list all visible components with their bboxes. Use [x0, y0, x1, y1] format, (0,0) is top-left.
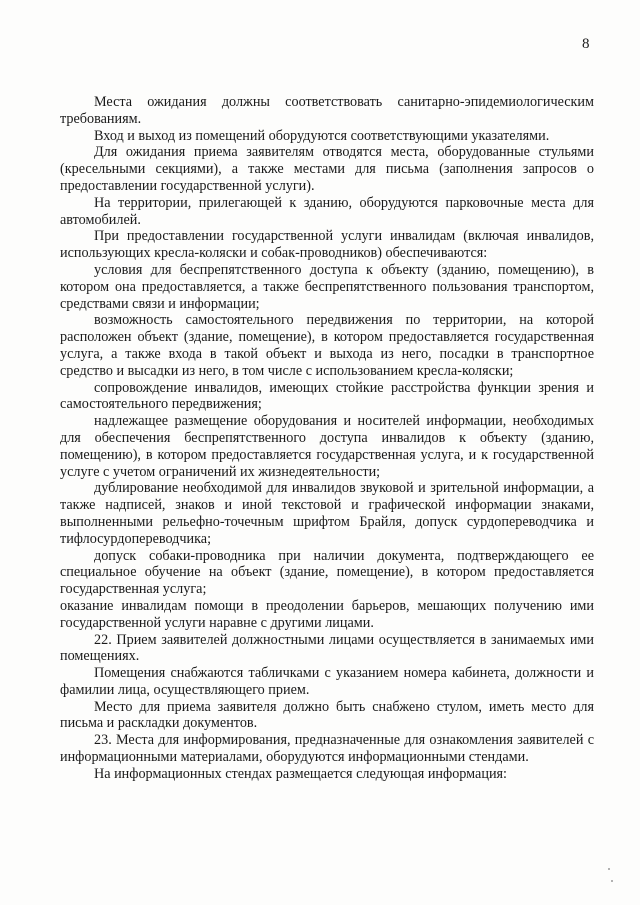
paragraph-entrance-signs: Вход и выход из помещений оборудуются соответствующими указателями.: [94, 127, 550, 144]
paragraph-access-conditions: условия для беспрепятственного доступа к объекту (зданию, помещению), в котором она предоставляется, а также беспрепятственного пользования транспортом, средствами связи и информации;: [60, 261, 594, 312]
paragraph-barrier-assistance: оказание инвалидам помощи в преодолении барьеров, мешающих получению ими государственной услуги наравне с другими лицами.: [60, 597, 594, 631]
paragraph-section-23: 23. Места для информирования, предназначенные для ознакомления заявителей с информационными материалами, оборудуются информационными стендами.: [60, 732, 594, 766]
paragraph-equipment-placement: надлежащее размещение оборудования и носителей информации, необходимых для обеспечения беспрепятственного доступа инвалидов к объекту (зданию, помещению), в котором предоставляется государственная услуга, и к государственной услуге с учетом ограничений их жизнедеятельности;: [60, 413, 594, 480]
paragraph-guide-dog: допуск собаки-проводника при наличии документа, подтверждающего ее специальное обучение на объект (здание, помещение), в котором предоставляется государственная услуга;: [60, 547, 594, 598]
paragraph-room-signs: Помещения снабжаются табличками с указанием номера кабинета, должности и фамилии лица, осуществляющего прием.: [60, 665, 594, 698]
paragraph-escort: сопровождение инвалидов, имеющих стойкие расстройства функции зрения и самостоятельного передвижения;: [60, 379, 594, 413]
paragraph-waiting-seating: Для ожидания приема заявителям отводятся места, оборудованные стульями (кресельными секциями), а также местами для письма (заполнения запросов о предоставлении государственной услуги).: [60, 144, 594, 194]
paragraph-parking: На территории, прилегающей к зданию, оборудуются парковочные места для автомобилей.: [60, 194, 594, 228]
paragraph-duplication: дублирование необходимой для инвалидов звуковой и зрительной информации, а также надписей, знаков и иной текстовой и графической информации знаками, выполненными рельефно-точечным шрифтом Брайля, допуск сурдопереводчика и тифлосурдопереводчика;: [60, 480, 594, 547]
paragraph-info-stands: На информационных стендах размещается следующая информация:: [94, 765, 508, 782]
scan-speck: [611, 880, 613, 882]
paragraph-section-22: 22. Прием заявителей должностными лицами осуществляется в занимаемых ими помещениях.: [60, 631, 594, 665]
document-body: [60, 94, 594, 783]
paragraph-waiting-areas: Места ожидания должны соответствовать санитарно-эпидемиологическим требованиям.: [60, 94, 594, 127]
scan-speck: [608, 868, 610, 870]
paragraph-independent-movement: возможность самостоятельного передвижения по территории, на которой расположен объект (здание, помещение), в котором предоставляется государственная услуга, а также входа в такой объект и выхода из него, посадки в транспортное средство и высадки из него, в том числе с использованием кресла-коляски;: [60, 312, 594, 379]
paragraph-disabled-provision: При предоставлении государственной услуги инвалидам (включая инвалидов, использующих кресла-коляски и собак-проводников) обеспечиваются:: [60, 228, 594, 262]
page-number: 8: [582, 36, 590, 52]
paragraph-reception-place: Место для приема заявителя должно быть снабжено стулом, иметь место для письма и раскладки документов.: [60, 698, 594, 732]
